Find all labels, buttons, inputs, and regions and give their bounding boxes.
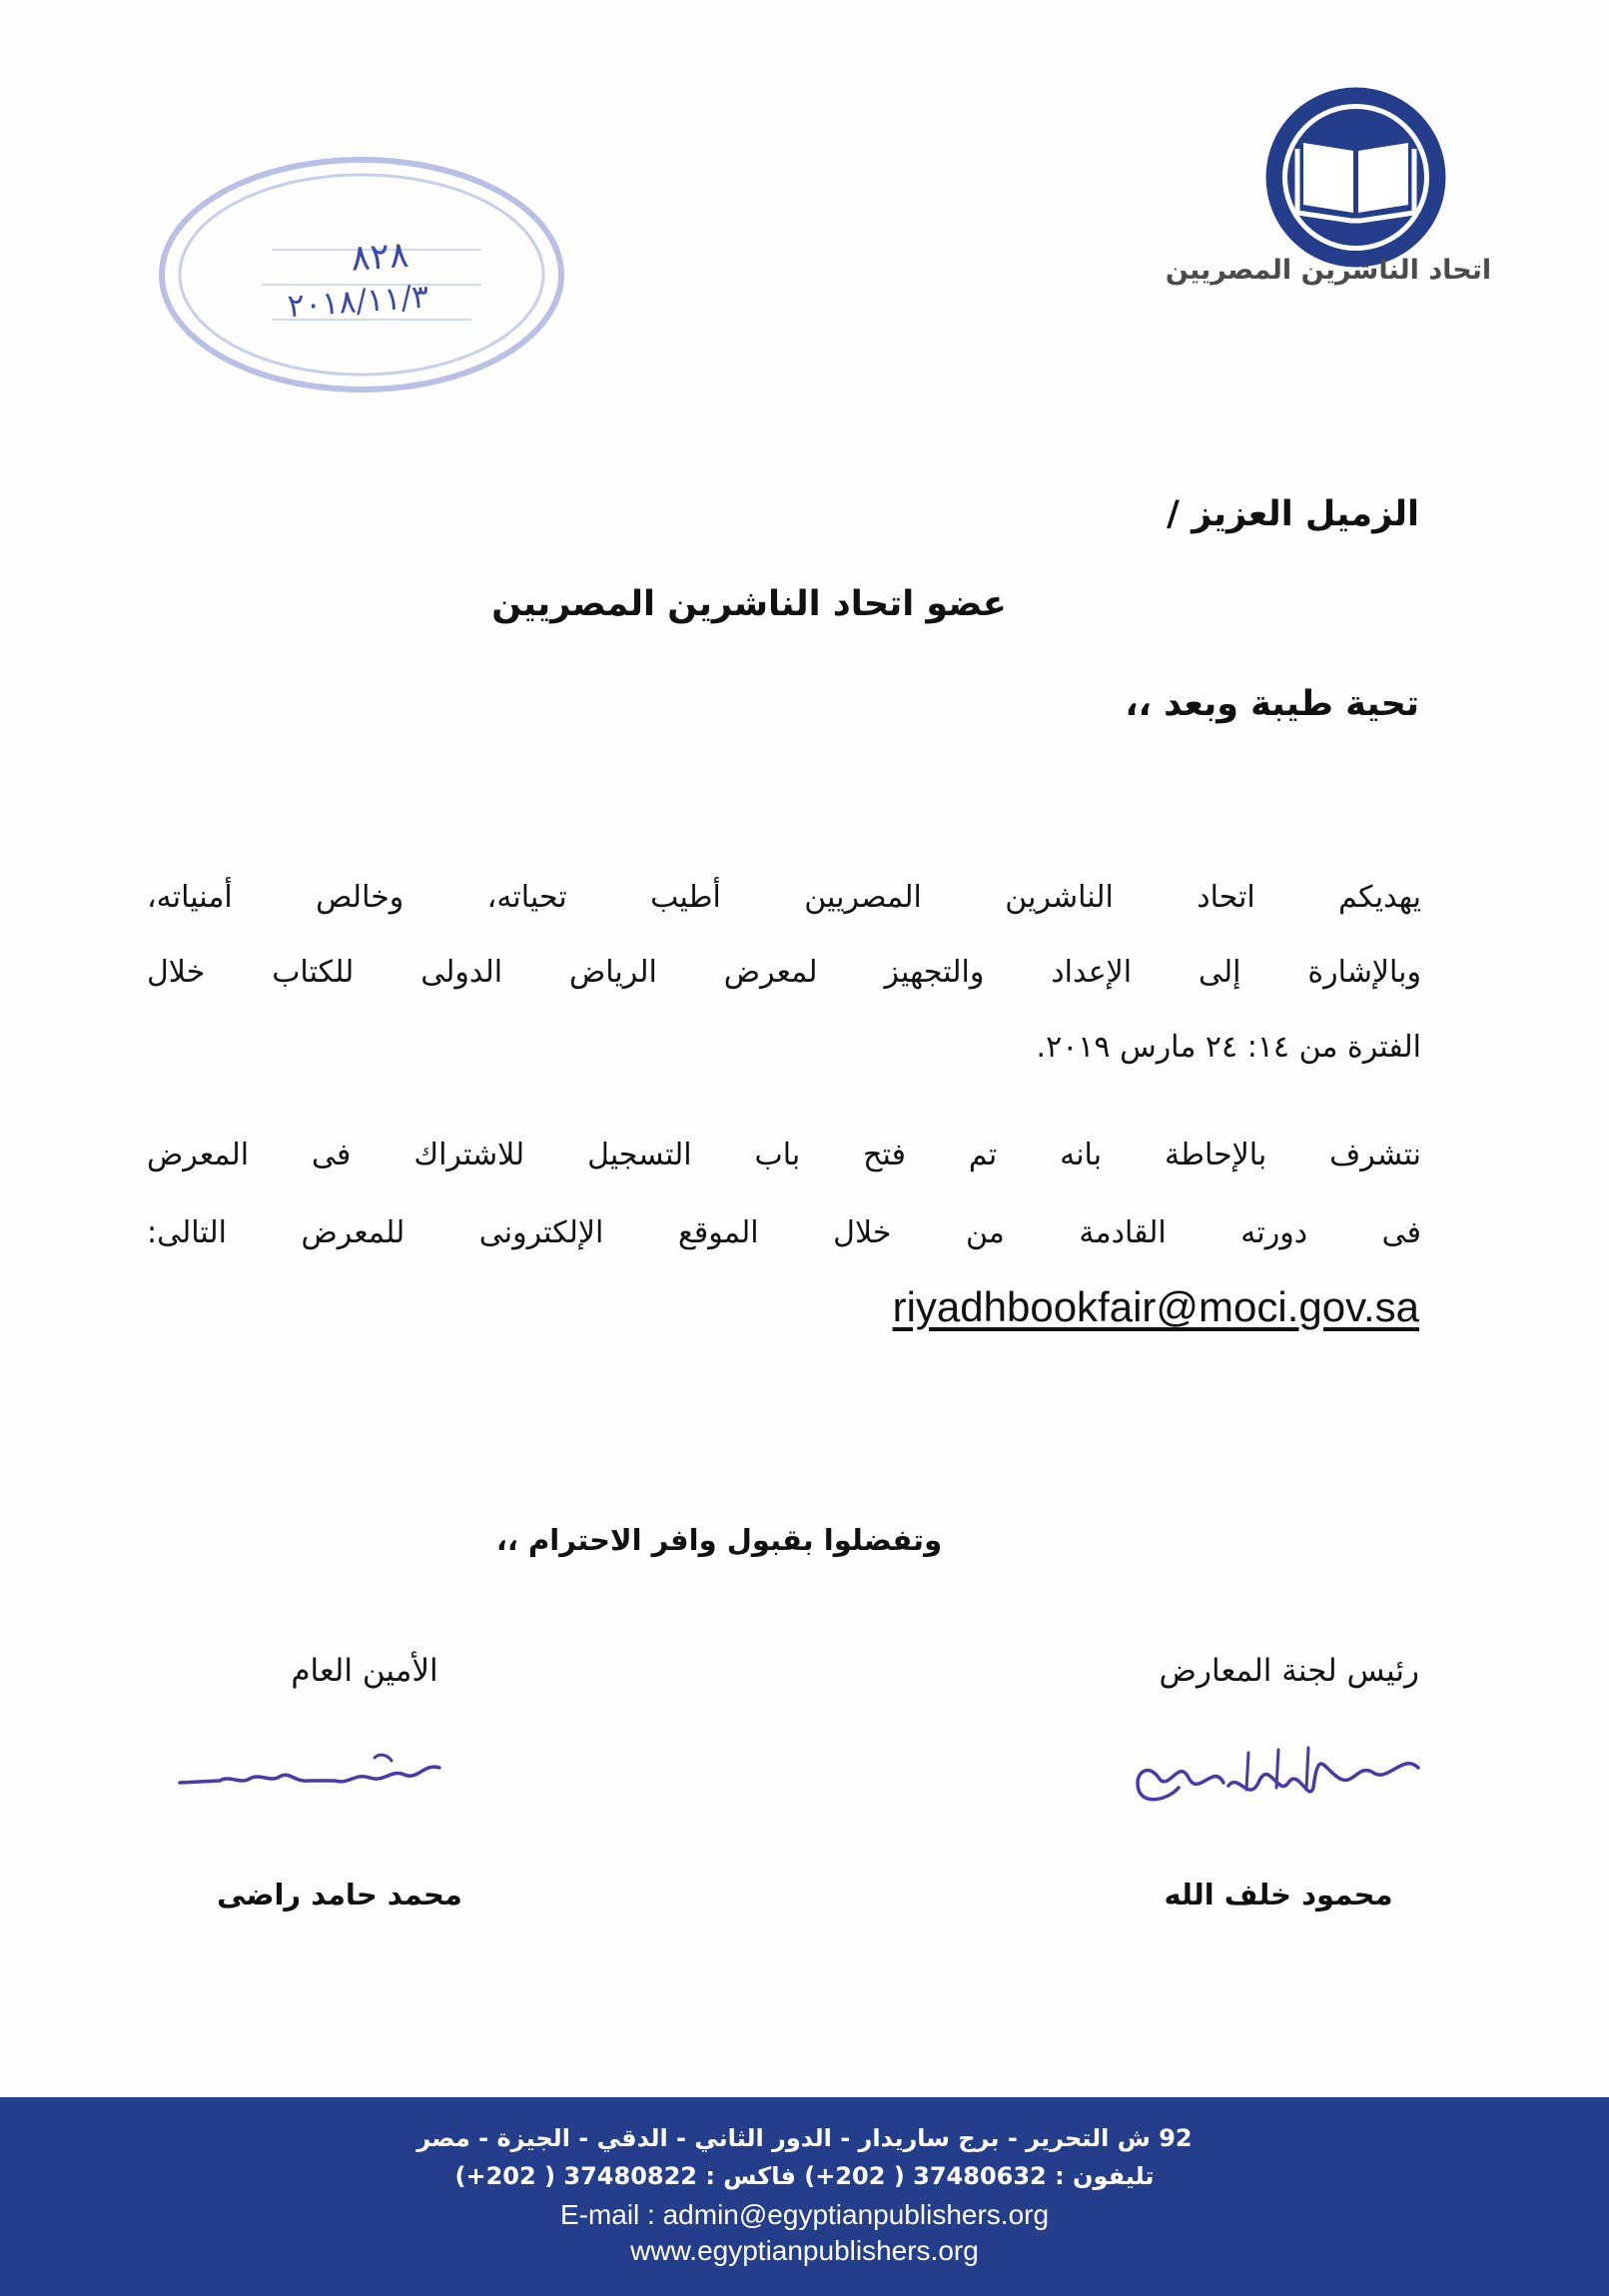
- chair-title: رئيس لجنة المعارض: [1159, 1653, 1419, 1689]
- stamp-number: ٨٢٨: [349, 234, 410, 280]
- paragraph-line: نتشرف بالإحاطة بانه تم فتح باب التسجيل للاشتراك فى المعرض: [147, 1138, 1421, 1172]
- chair-signature: [1119, 1728, 1438, 1818]
- footer-phones: تليفون : 37480632 ( 202+) فاكس : 37480822 ( 202+): [454, 2162, 1155, 2190]
- fair-email-link[interactable]: riyadhbookfair@moci.gov.sa: [892, 1283, 1419, 1330]
- paragraph-line: وبالإشارة إلى الإعداد والتجهيز لمعرض الرياض الدولى للكتاب خلال: [147, 955, 1421, 990]
- footer-address: 92 ش التحرير - برج ساريدار - الدور الثاني - الدقي - الجيزة - مصر: [416, 2124, 1193, 2152]
- salutation: الزميل العزيز /: [1167, 494, 1419, 534]
- chair-name: محمود خلف الله: [1164, 1878, 1393, 1912]
- footer-email[interactable]: E-mail : admin@egyptianpublishers.org: [559, 2199, 1050, 2230]
- secretary-signature: [170, 1743, 449, 1803]
- paragraph-line: فى دورته القادمة من خلال الموقع الإلكترونى للمعرض التالى:: [147, 1215, 1421, 1250]
- secretary-title: الأمين العام: [291, 1653, 438, 1689]
- paragraph-line: الفترة من ١٤: ٢٤ مارس ٢٠١٩.: [1036, 1030, 1421, 1065]
- secretary-name: محمد حامد راضى: [217, 1878, 462, 1912]
- org-name: اتحاد الناشرين المصريين: [1165, 255, 1492, 286]
- greeting: تحية طيبة وبعد ،،: [1125, 684, 1419, 724]
- paragraph-line: يهديكم اتحاد الناشرين المصريين أطيب تحياته، وخالص أمنياته،: [147, 880, 1421, 915]
- footer-website[interactable]: www.egyptianpublishers.org: [630, 2235, 979, 2266]
- member-line: عضو اتحاد الناشرين المصريين: [491, 584, 1007, 624]
- open-book-icon: [1263, 85, 1448, 270]
- closing-line: وتفضلوا بقبول وافر الاحترام ،،: [495, 1523, 943, 1557]
- stamp-date: ٢٠١٨/١١/٣: [286, 277, 430, 326]
